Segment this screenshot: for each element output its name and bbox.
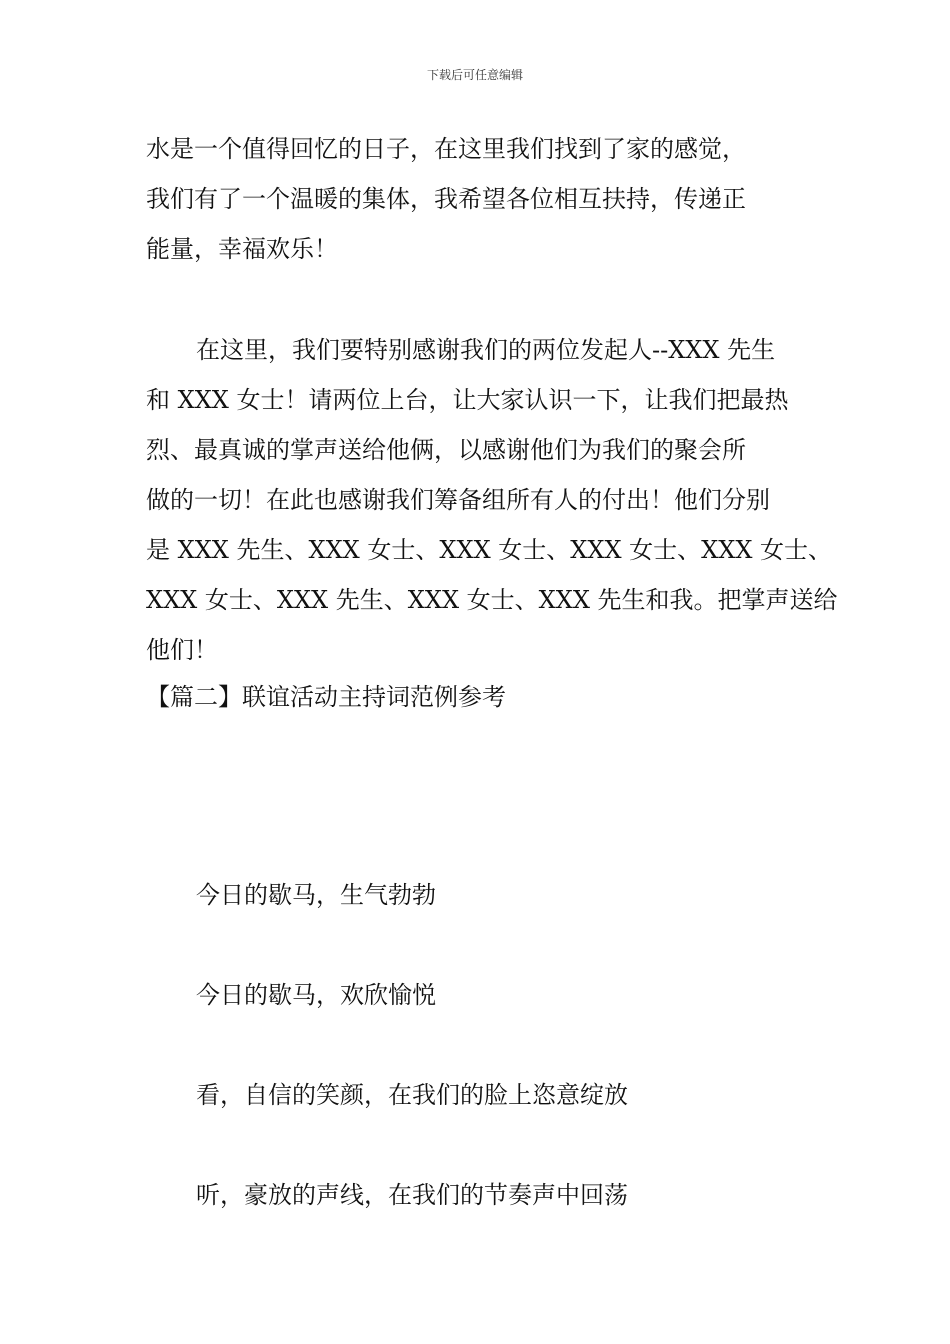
paragraph-2 bbox=[146, 325, 836, 675]
paragraph-2-line: 和 XXX 女士！请两位上台，让大家认识一下，让我们把最热 bbox=[146, 386, 789, 414]
poem-line: 听，豪放的声线，在我们的节奏声中回荡 bbox=[196, 1181, 628, 1209]
section-heading: 【篇二】联谊活动主持词范例参考 bbox=[146, 683, 506, 711]
poem-line: 今日的歇马，欢欣愉悦 bbox=[196, 981, 436, 1009]
paragraph-2-line: 是 XXX 先生、XXX 女士、XXX 女士、XXX 女士、XXX 女士、 bbox=[146, 536, 833, 564]
paragraph-2-line: 在这里，我们要特别感谢我们的两位发起人--XXX 先生 bbox=[196, 336, 776, 364]
paragraph-2-line: 做的一切！在此也感谢我们筹备组所有人的付出！他们分别 bbox=[146, 486, 770, 514]
paragraph-2-line: 他们！ bbox=[146, 636, 218, 664]
paragraph-1-line: 能量，幸福欢乐！ bbox=[146, 235, 338, 263]
paragraph-1-line: 我们有了一个温暖的集体，我希望各位相互扶持，传递正 bbox=[146, 185, 746, 213]
header-note: 下载后可任意编辑 bbox=[426, 68, 523, 82]
paragraph-2-line: 烈、最真诚的掌声送给他俩，以感谢他们为我们的聚会所 bbox=[146, 436, 746, 464]
poem-line: 今日的歇马，生气勃勃 bbox=[196, 881, 436, 909]
poem-line: 看，自信的笑颜，在我们的脸上恣意绽放 bbox=[196, 1081, 628, 1109]
paragraph-2-line: XXX 女士、XXX 先生、XXX 女士、XXX 先生和我。把掌声送给 bbox=[146, 586, 838, 614]
paragraph-1 bbox=[146, 124, 836, 274]
paragraph-1-line: 水是一个值得回忆的日子，在这里我们找到了家的感觉， bbox=[146, 135, 746, 163]
